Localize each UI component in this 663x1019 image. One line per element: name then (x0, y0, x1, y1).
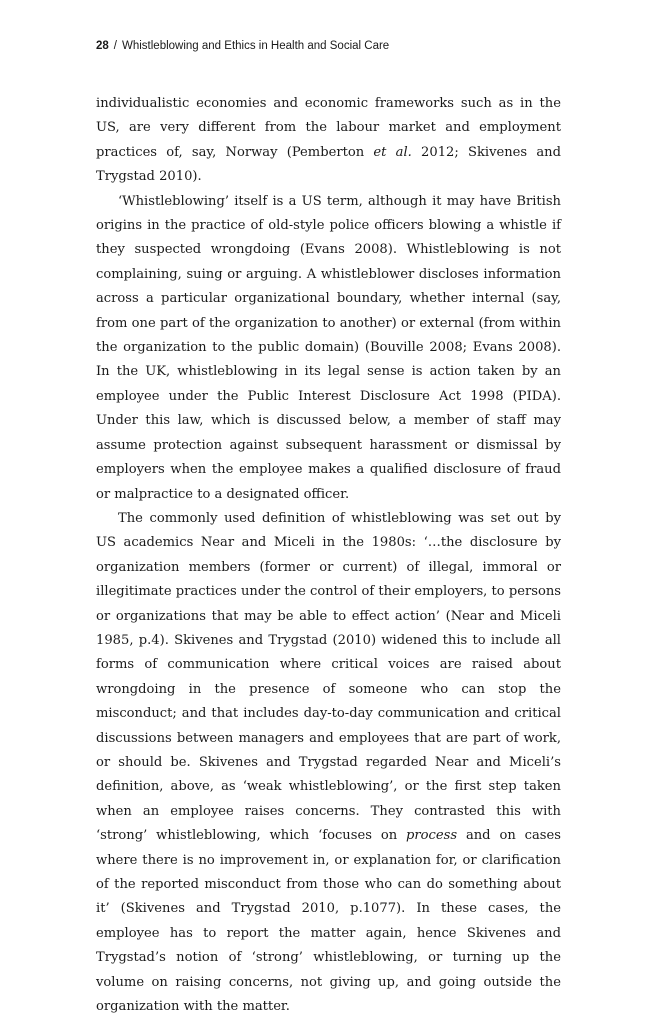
paragraph-text: The commonly used definition of whistleblowing was set out by US academics Near and Miceli in the 1980s: ‘…the disclosure by organization members (former or current) of illegal, immoral or illegitimate practices under the control of their employers, to persons or organizations that may be able to effect action’ (Near and Miceli 1985, p.4). Skivenes and Trygstad (2010) widened this to include all forms of communication where critical voices are raised about wrongdoing in the presence of someone who can stop the misconduct; and that includes day-to-day communication and critical discussions between managers and employees that are part of work, or should be. Skivenes and Trygstad regarded Near and Miceli’s definition, above, as ‘weak whistleblowing’, or the first step taken when an employee raises concerns. They contrasted this with ‘strong’ whistleblowing, which ‘focuses on (96, 510, 561, 844)
paragraph-text: 2012; Skivenes and Trygstad 2010). (96, 144, 562, 185)
page-number: 28 (96, 40, 109, 52)
paragraph-text: and on cases where there is no improvement in, or explanation for, or clarification of the reported misconduct from those who can do something about it’ (Skivenes and Trygstad 2010, p.1077). In these cases, the employee has to report the matter again, hence Skivenes and Trygstad’s notion of ‘strong’ whistleblowing, or turning up the volume on raising concerns, not giving up, and going outside the organization with the matter. (96, 828, 561, 1015)
italic-text: process (406, 828, 458, 844)
header-separator: / (113, 40, 117, 52)
paragraph-text: individualistic economies and economic frameworks such as in the US, are very different from the labour market and employment practices of, say, Norway (Pemberton (96, 96, 561, 160)
paragraph-3 (96, 507, 561, 1019)
paragraph-1 (96, 92, 561, 190)
body-text (96, 92, 561, 1019)
italic-text: et al. (373, 144, 412, 160)
book-title: Whistleblowing and Ethics in Health and Social Care (122, 40, 390, 52)
paragraph-2 (96, 190, 561, 507)
book-page (96, 38, 561, 1019)
paragraph-text: ‘Whistleblowing’ itself is a US term, although it may have British origins in the practice of old-style police officers blowing a whistle if they suspected wrongdoing (Evans 2008). Whistleblowing is not complaining, suing or arguing. A whistleblower discloses information across a particular organizational boundary, whether internal (say, from one part of the organization to another) or external (from within the organization to the public domain) (Bouville 2008; Evans 2008). In the UK, whistleblowing in its legal sense is action taken by an employee under the Public Interest Disclosure Act 1998 (PIDA). Under this law, which is discussed below, a member of staff may assume protection against subsequent harassment or dismissal by employers when the employee makes a qualified disclosure of fraud or malpractice to a designated officer. (96, 193, 561, 502)
running-header (96, 38, 561, 54)
